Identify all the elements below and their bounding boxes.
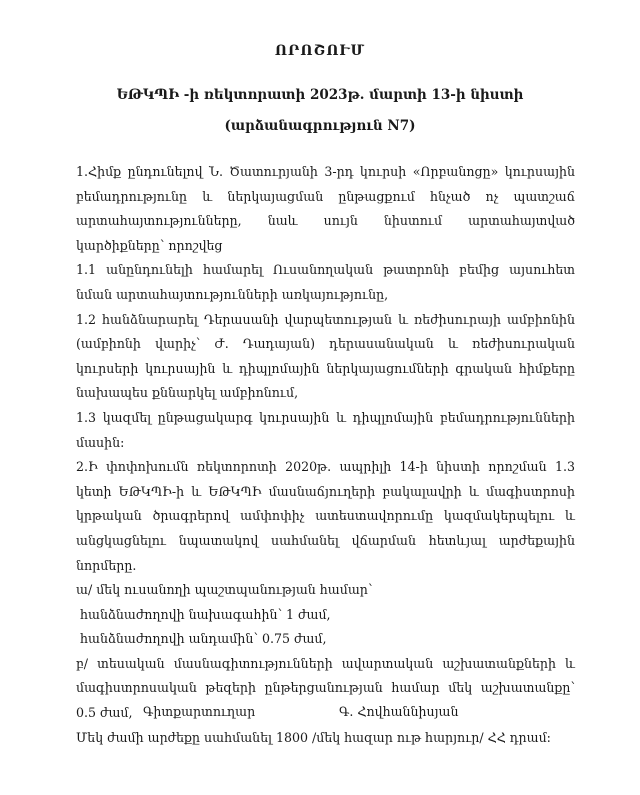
protocol-number: (արձանագրություն N7)	[224, 118, 416, 134]
paragraph-a: ա/ մեկ ուսանողի պաշտպանության համար՝	[76, 582, 373, 598]
paragraph-1-1: 1.1 անընդունելի համարել Ուսանողական թատրոնի բեմից այսուհետ նման արտահայտությունների առկայությունը,	[76, 262, 575, 302]
document-subtitle: ԵԹԿՊԻ -ի ռեկտորատի 2023թ. մարտի 13-ի նիստի	[116, 87, 524, 103]
paragraph-1-3: 1.3 կազմել ընթացակարգ կուրսային և դիպլոմային բեմադրությունների մասին:	[76, 409, 575, 450]
paragraph-chairman: հանձնաժողովի նախագահին՝ 1 ժամ,	[80, 606, 331, 622]
signature-block	[0, 704, 640, 726]
document-header	[0, 41, 640, 136]
document-title: ՈՐՈՇՈՒՄ	[274, 43, 366, 59]
paragraph-b: բ/ տեսական մասնագիտությունների ավարտական աշխատանքների և մագիստրոսական թեզերի ընթերցանության համար մեկ աշխատանքը՝ 0.5 ժամ,	[76, 655, 575, 721]
signature-name: Գ. Հովհաննիսյան	[339, 704, 459, 719]
signature-title: Գիտքարտուղար	[143, 704, 256, 719]
paragraph-1-2: 1.2 հանձնարարել Դերասանի վարպետության և ռեժիսուրայի ամբիոնին (ամբիոնի վարիչ՝ Ժ. Դադայան) դերասանական և ռեժիսուրական կուրսերի կուրսային և դիպլոմային ներկայացումների գրական հիմքերը նախապես քննարկել ամբիոնում,	[76, 311, 575, 401]
paragraph-2: 2.Ի փոփոխումն ռեկտորոտի 2020թ. ապրիլի 14-ի նիստի որոշման 1.3 կետի ԵԹԿՊԻ-ի և ԵԹԿՊԻ մասնաճյուղերի բակալավրի և մագիստրոսի կրթական ծրագրերով ամփոփիչ ատեստավորումը կազմակերպելու և անցկացնելու նպատակով սահմանել վճարման հետևյալ արժեքային նորմերը.	[76, 459, 575, 573]
paragraph-1: 1.Հիմք ընդունելով Ն. Ծատուրյանի 3-րդ կուրսի «Որբանոցը» կուրսային բեմադրությունը և ներկայացման ընթացքում հնչած ոչ պատշաճ արտահայտությունները, նաև սույն նիստում արտահայտված կարծիքները՝ որոշվեց	[76, 164, 575, 253]
document-body	[76, 160, 575, 750]
paragraph-hour-cost: Մեկ ժամի արժեքը սահմանել 1800 /մեկ հազար ութ հարյուր/ ՀՀ դրամ:	[76, 729, 551, 745]
paragraph-member: հանձնաժողովի անդամին՝ 0.75 ժամ,	[80, 631, 327, 647]
